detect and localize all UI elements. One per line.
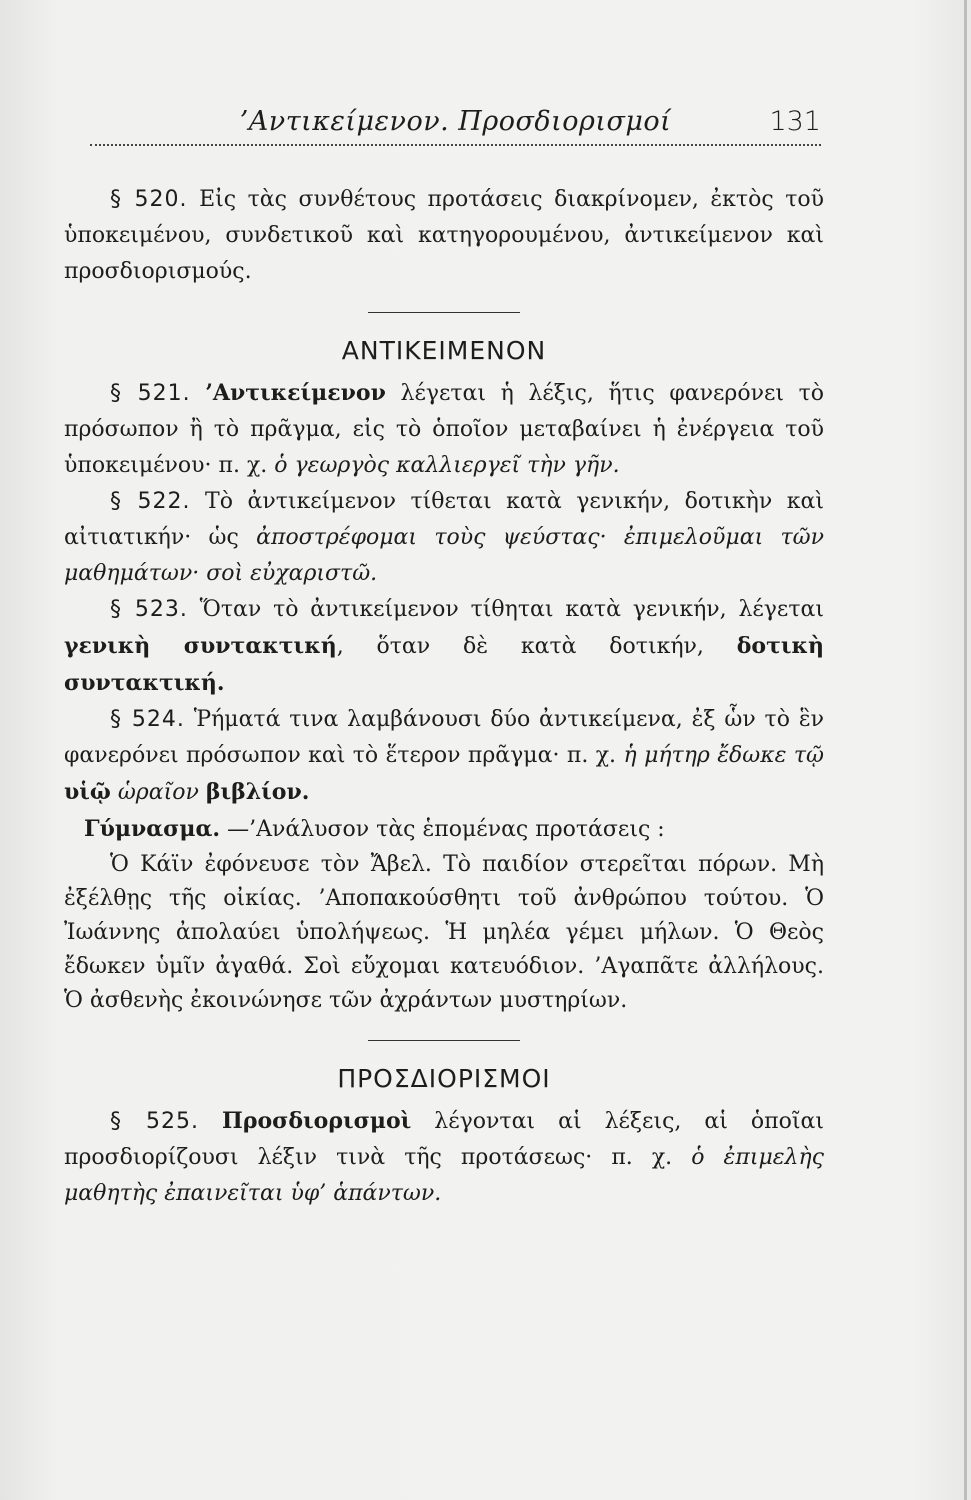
- example-bold: βιβλίον.: [205, 779, 310, 805]
- paragraph-520: [64, 182, 824, 290]
- paragraph-523: [64, 592, 824, 702]
- page-body: [64, 182, 824, 1212]
- section-number: § 524.: [110, 707, 185, 732]
- defined-term: γενικὴ συντακτική: [64, 633, 337, 659]
- separator-rule: [368, 312, 520, 313]
- separator-rule: [368, 1040, 520, 1041]
- paragraph-text: Τὸ ἀντικείμενον τίθεται κατὰ γενικήν, δοτικὴν καὶ αἰτιατικήν· ὡς: [64, 489, 824, 550]
- example-text: ὁ γεωργὸς καλλιεργεῖ τὴν γῆν.: [274, 453, 620, 478]
- paragraph-text: λέγεται ἡ λέξις, ἥτις φανερόνει τὸ πρόσωπον ἢ τὸ πρᾶγμα, εἰς τὸ ὁποῖον μεταβαίνει ἡ ἐνέργεια τοῦ ὑποκειμένου· π. χ.: [64, 381, 825, 478]
- defined-term: Προσδιορισμοὶ: [222, 1108, 412, 1134]
- paragraph-text: Ὅταν τὸ ἀντικείμενον τίθηται κατὰ γενικήν, λέγεται: [199, 597, 824, 622]
- paragraph-522: [64, 484, 824, 592]
- section-number: § 522.: [110, 489, 191, 514]
- header-rule: [90, 144, 821, 146]
- paragraph-text: , ὅταν δὲ κατὰ δοτικήν,: [336, 634, 704, 659]
- page-header: [90, 100, 821, 146]
- section-number: § 520.: [110, 187, 188, 212]
- running-title: ’Αντικείμενον. Προσδιορισμοί: [239, 106, 672, 137]
- example-text: ἀποστρέφομαι τοὺς ψεύστας· ἐπιμελοῦμαι τῶν μαθημάτων· σοὶ εὐχαριστῶ.: [64, 525, 824, 586]
- exercise-label-line: [64, 811, 824, 848]
- paragraph-text: Εἰς τὰς συνθέτους προτάσεις διακρίνομεν, ἐκτὸς τοῦ ὑποκειμένου, συνδετικοῦ καὶ κατηγορουμένου, ἀντικείμενον καὶ προσδιορισμούς.: [64, 187, 824, 284]
- example-text: ἡ μήτηρ ἔδωκε τῷ: [623, 743, 824, 768]
- section-heading-antikeimenon: ΑΝΤΙΚΕΙΜΕΝΟΝ: [341, 336, 547, 365]
- paragraph-524: [64, 702, 824, 811]
- example-text: ὡραῖον: [117, 780, 199, 805]
- section-number: § 521.: [110, 381, 191, 406]
- exercise-label: Γύμνασμα.: [84, 816, 221, 842]
- paragraph-525: [64, 1103, 824, 1212]
- paragraph-text: λέγονται αἱ λέξεις, αἱ ὁποῖαι προσδιορίζουσι λέξιν τινὰ τῆς προτάσεως· π. χ.: [64, 1109, 824, 1170]
- section-number: § 523.: [110, 597, 188, 622]
- exercise-text: Ὁ Κάϊν ἐφόνευσε τὸν Ἄβελ. Τὸ παιδίον στερεῖται πόρων. Μὴ ἐξέλθῃς τῆς οἰκίας. ’Αποπακούσθητι τοῦ ἀνθρώπου τούτου. Ὁ Ἰωάννης ἀπολαύει ὑπολήψεως. Ἡ μηλέα γέμει μήλων. Ὁ Θεὸς ἔδωκεν ὑμῖν ἀγαθά. Σοὶ εὔχομαι κατευόδιον. ’Αγαπᾶτε ἀλλήλους. Ὁ ἀσθενὴς ἐκοινώνησε τῶν ἀχράντων μυστηρίων.: [64, 852, 824, 1013]
- example-bold: υἱῷ: [64, 779, 111, 805]
- section-number: § 525.: [110, 1109, 200, 1134]
- example-text: ὁ ἐπιμελὴς μαθητὴς ἐπαινεῖται ὑφ’ ἁπάντων.: [64, 1145, 824, 1206]
- defined-term: ’Αντικείμενον: [205, 380, 386, 406]
- section-heading-prosdiorismoi: ΠΡΟΣΔΙΟΡΙΣΜΟΙ: [337, 1064, 551, 1093]
- paragraph-text: Ῥήματά τινα λαμβάνουσι δύο ἀντικείμενα, ἐξ ὧν τὸ ἓν φανερόνει πρόσωπον καὶ τὸ ἕτερον πρᾶγμα· π. χ.: [64, 707, 824, 768]
- page-number: 131: [769, 106, 821, 137]
- paragraph-521: [64, 375, 824, 484]
- defined-term: δοτικὴ συντακτική.: [64, 633, 824, 696]
- exercise-instruction: —’Ανάλυσον τὰς ἑπομένας προτάσεις :: [227, 817, 665, 842]
- page-edge: [964, 0, 967, 1500]
